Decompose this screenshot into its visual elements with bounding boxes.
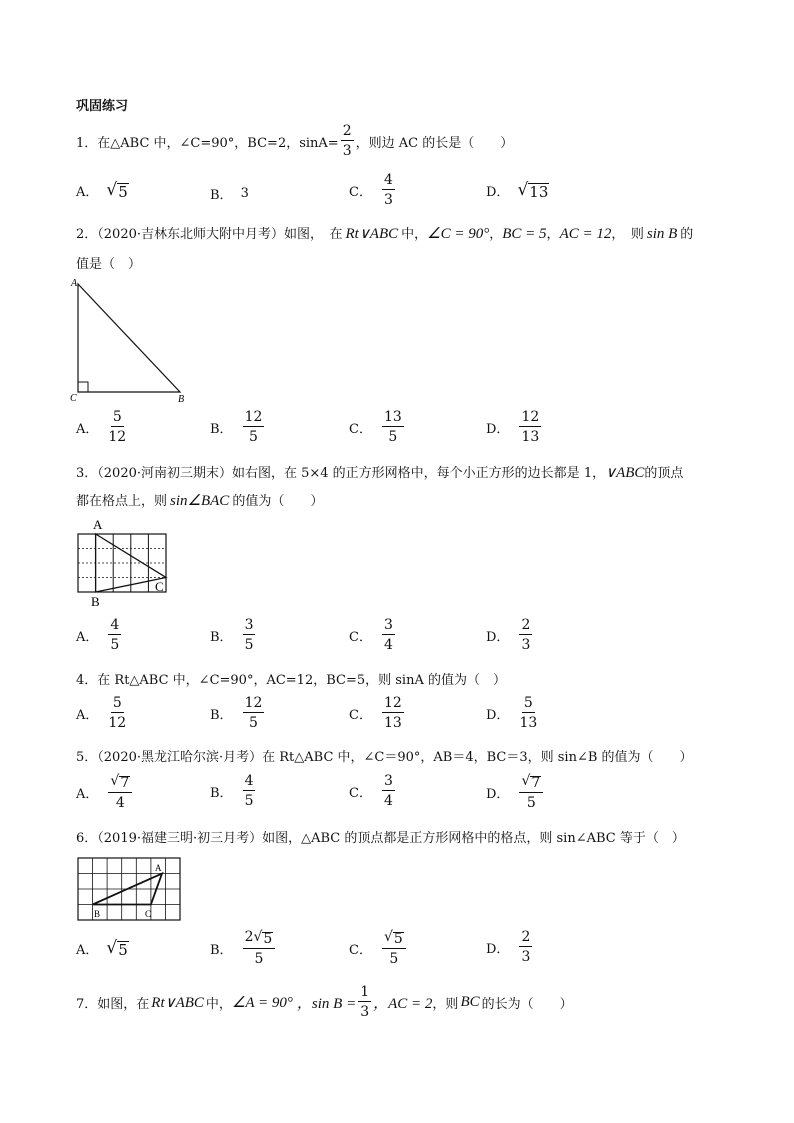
q3-option-d[interactable]: D． $\frac{2}{3}$	[486, 617, 531, 653]
q6-label-a: A	[155, 863, 162, 873]
question-6: 6．（2019·福建三明·初三月考）如图，△ABC 的顶点都是正方形网格中的格点，则 sin∠ABC 等于（ ）	[76, 831, 685, 846]
question-1	[76, 124, 513, 158]
q6-option-c[interactable]: C． √ 5 5	[349, 930, 408, 966]
q1-text-post: ，则边 AC 的长是（ ）	[355, 135, 514, 151]
q6-option-b[interactable]: B． 2 √ 5 5	[210, 930, 277, 966]
q2-right-triangle-figure	[68, 278, 192, 406]
question-2-line-1: 2．（2020·吉林东北师大附中月考）如图， 在 Rt∨ABC 中， ∠C = 90° ， BC = 5 ， AC = 12 ， 则 sin B 的	[76, 226, 694, 242]
question-2-line-2: 值是（ ）	[76, 257, 142, 272]
q6-option-a[interactable]: A． √ 5	[76, 938, 128, 959]
q1-option-d[interactable]: D． √ 13	[486, 180, 549, 201]
q4-option-c[interactable]: C． $\frac{12}{13}$	[349, 695, 402, 731]
question-3-line-1: 3．（2020·河南初三期末）如右图，在 5×4 的正方形网格中，每个小正方形的边长都是 1， ∨ABC 的顶点	[76, 465, 684, 481]
q3-option-a[interactable]: A． $\frac{4}{5}$	[76, 617, 120, 653]
q6-option-d[interactable]: D． $\frac{2}{3}$	[486, 929, 531, 965]
q6-grid-figure	[76, 855, 184, 923]
question-7: 7．如图，在 Rt∨ABC 中， ∠A = 90° ，sin B = $\frac{1}{3}$ ，AC = 2 ，则 BC 的长为（ ）	[76, 984, 573, 1020]
q4-option-b[interactable]: B． $\frac{12}{5}$	[210, 695, 263, 731]
q6-label-c: C	[145, 909, 152, 919]
q1-fraction: $\frac{2}{3}$	[342, 123, 352, 159]
section-title: 巩固练习	[76, 99, 129, 114]
question-5: 5．（2020·黑龙江哈尔滨·月考）在 Rt△ABC 中，∠C＝90°，AB＝4，BC＝3，则 sin∠B 的值为（ ）	[76, 750, 693, 765]
q2-option-d[interactable]: D． $\frac{12}{13}$	[486, 409, 540, 445]
q4-option-a[interactable]: A． $\frac{5}{12}$	[76, 695, 127, 731]
q1-option-a[interactable]: A． √ 5	[76, 180, 128, 201]
q3-label-a: A	[93, 517, 103, 532]
q5-option-b[interactable]: B． $\frac{4}{5}$	[210, 773, 254, 809]
q6-label-b: B	[94, 909, 101, 919]
q3-option-c[interactable]: C． $\frac{3}{4}$	[349, 617, 393, 653]
q1-option-b[interactable]: B． 3	[210, 186, 249, 203]
q2-option-c[interactable]: C． $\frac{13}{5}$	[349, 409, 402, 445]
q4-option-d[interactable]: D． $\frac{5}{13}$	[486, 695, 538, 731]
q1-option-c[interactable]: C． $\frac{4}{3}$	[349, 172, 393, 208]
q3-option-b[interactable]: B． $\frac{3}{5}$	[210, 617, 254, 653]
q2-option-a[interactable]: A． $\frac{5}{12}$	[76, 409, 127, 445]
q3-label-c: C	[155, 579, 164, 594]
q5-option-c[interactable]: C． $\frac{3}{4}$	[349, 773, 393, 809]
question-3-line-2: 都在格点上，则 sin∠BAC 的值为（ ）	[76, 493, 324, 509]
q2-label-b: B	[178, 394, 185, 405]
q2-label-c: C	[70, 393, 77, 404]
q2-option-b[interactable]: B． $\frac{12}{5}$	[210, 409, 263, 445]
q3-label-b: B	[91, 594, 100, 609]
q2-label-a: A	[71, 278, 78, 289]
q5-option-a[interactable]: A． √ 7 4	[76, 774, 134, 810]
q5-option-d[interactable]: D． √ 7 5	[486, 774, 545, 810]
q3-grid-figure	[74, 514, 174, 610]
q1-text-pre: 1．在△ABC 中，∠C=90°，BC=2，sinA=	[76, 135, 339, 151]
question-4: 4．在 Rt△ABC 中，∠C=90°，AC=12，BC=5，则 sinA 的值为（ ）	[76, 673, 506, 688]
